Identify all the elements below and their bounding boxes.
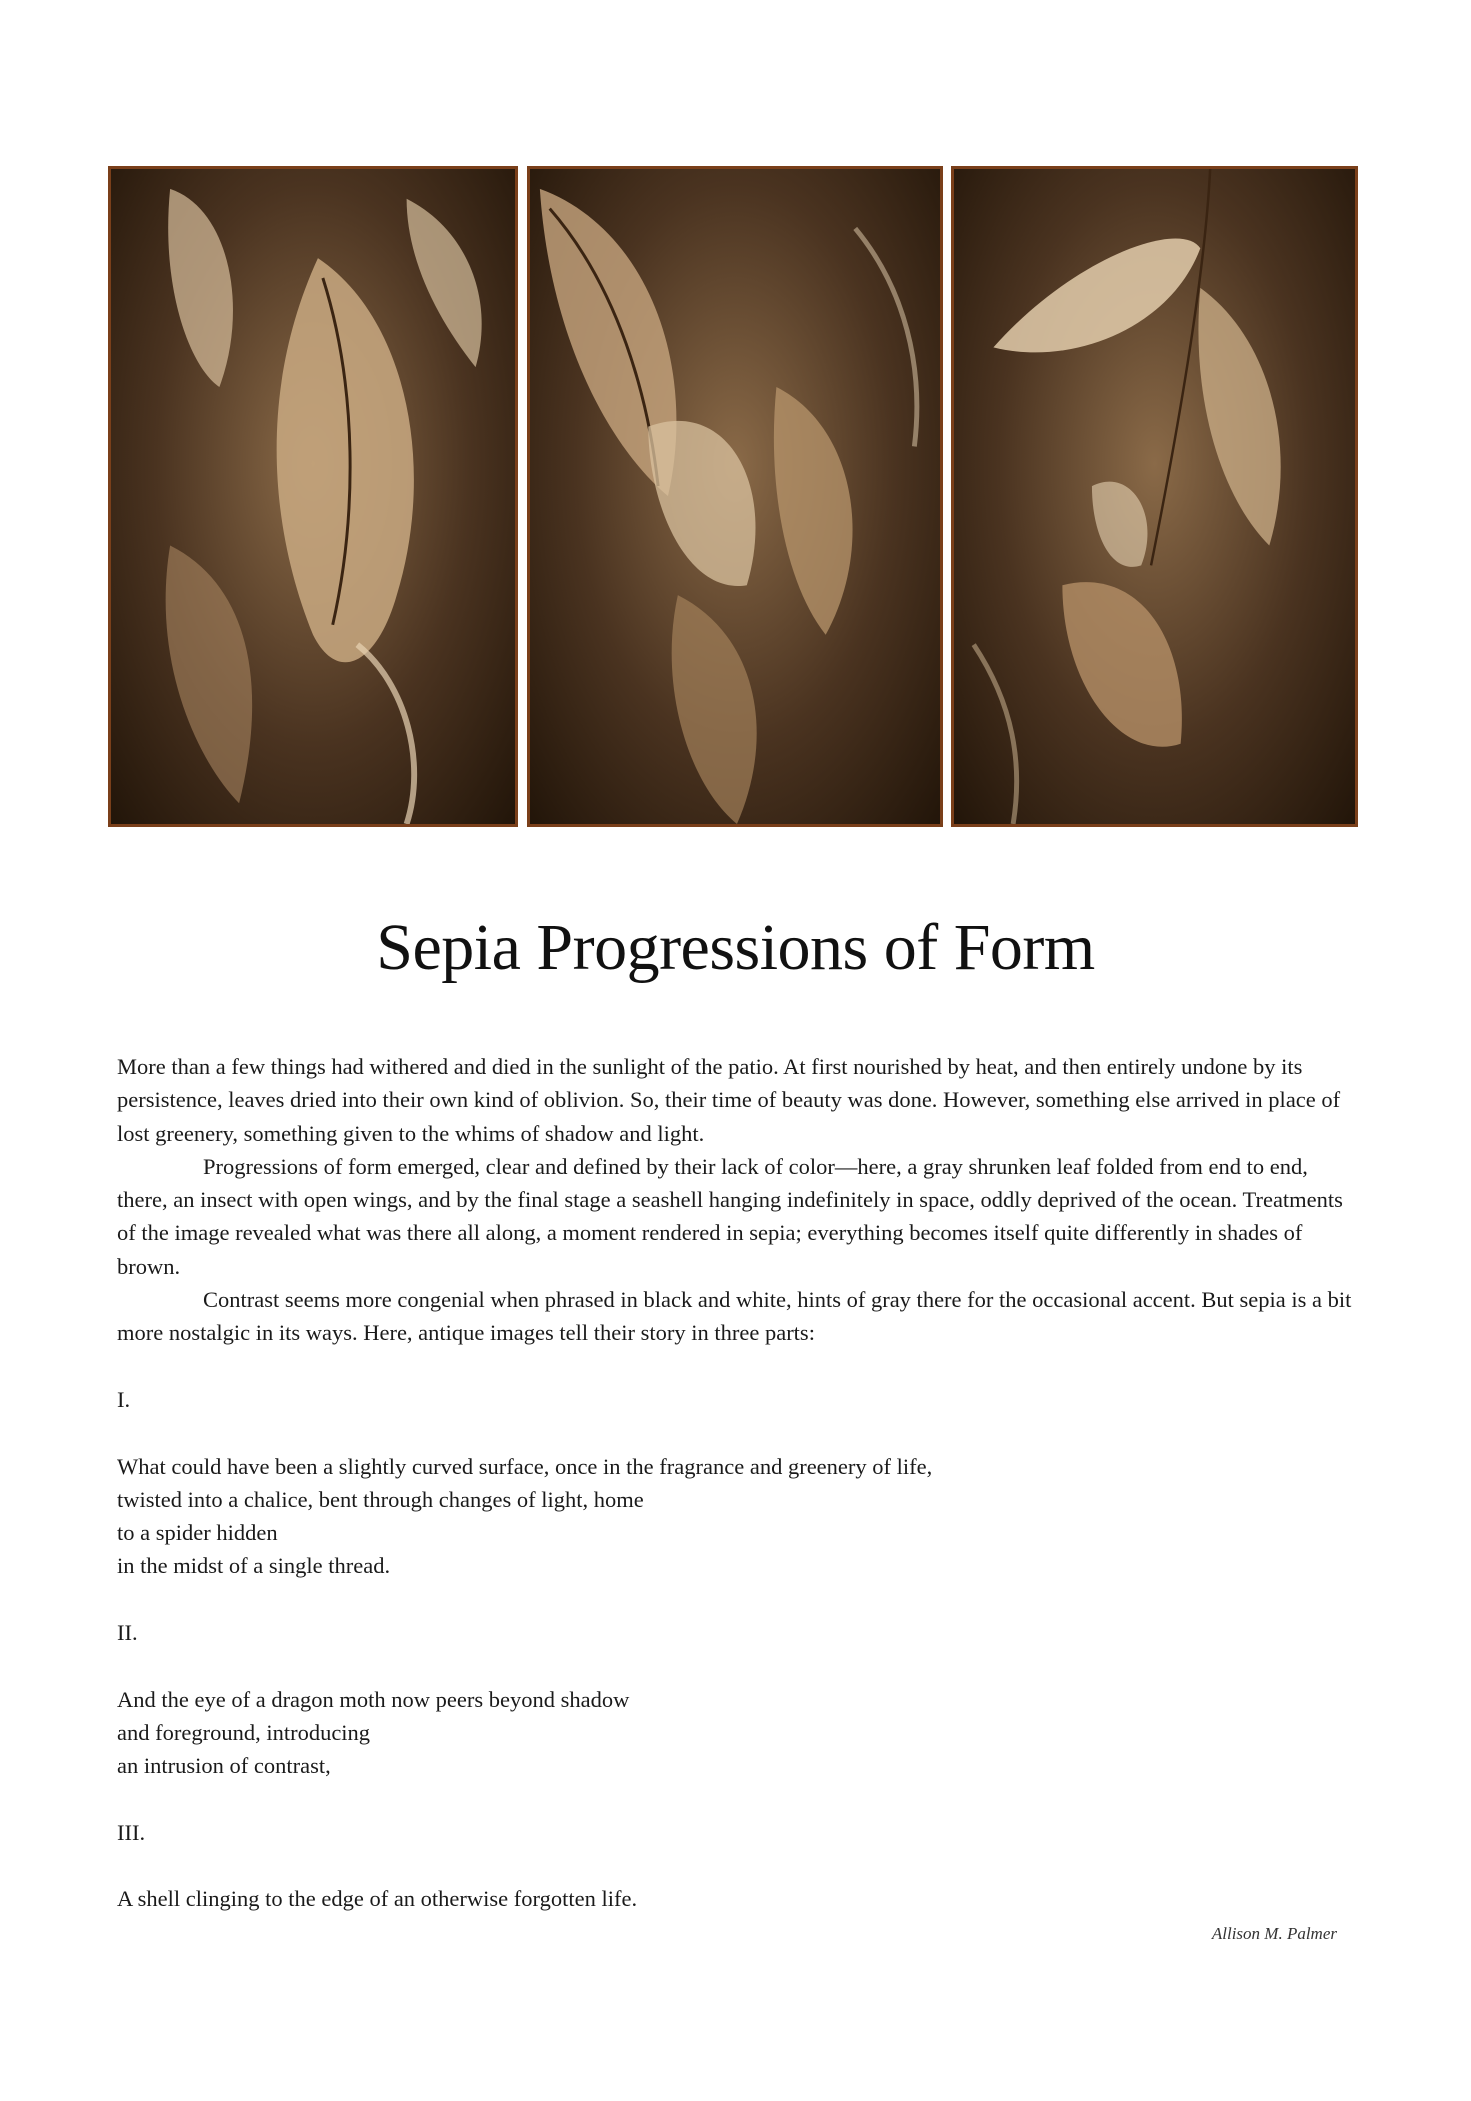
poem-line: an intrusion of contrast, [117,1753,331,1779]
article-body [117,1050,1357,1916]
page-title: Sepia Progressions of Form [376,911,1095,984]
sepia-leaf-photo-1 [108,166,518,827]
photo-triptych [108,166,1358,833]
sepia-leaf-photo-2 [527,166,943,827]
body-paragraph: Contrast seems more congenial when phrased in black and white, hints of gray there for the occasional accent. But sepia is a bit more nostalgic in its ways. Here, antique images tell their story in three parts: [117,1287,1352,1346]
body-paragraph: Progressions of form emerged, clear and defined by their lack of color—here, a gray shrunken leaf folded from end to end, there, an insect with open wings, and by the final stage a seashell hanging indefinitely in space, oddly deprived of the ocean. Treatments of the image revealed what was there all along, a moment rendered in sepia; everything becomes itself quite differently in shades of brown. [117,1153,1343,1279]
section-numeral: I. [117,1386,131,1412]
poem-line: twisted into a chalice, bent through changes of light, home [117,1486,644,1512]
intro-paragraph: More than a few things had withered and died in the sunlight of the patio. At first nourished by heat, and then entirely undone by its persistence, leaves dried into their own kind of oblivion. So, their time of beauty was done. However, something else arrived in place of lost greenery, something given to the whims of shadow and light. [117,1054,1341,1146]
poem-line: What could have been a slightly curved surface, once in the fragrance and greenery of life, [117,1453,933,1479]
section-numeral: III. [117,1819,146,1845]
poem-line: and foreground, introducing [117,1719,371,1745]
author-signature: Allison M. Palmer [1211,1924,1337,1943]
sepia-leaf-photo-3 [951,166,1358,827]
section-numeral: II. [117,1620,138,1646]
poem-line: to a spider hidden [117,1520,278,1546]
poem-line: And the eye of a dragon moth now peers beyond shadow [117,1686,630,1712]
poem-line: A shell clinging to the edge of an otherwise forgotten life. [117,1886,638,1912]
poem-line: in the midst of a single thread. [117,1553,391,1579]
